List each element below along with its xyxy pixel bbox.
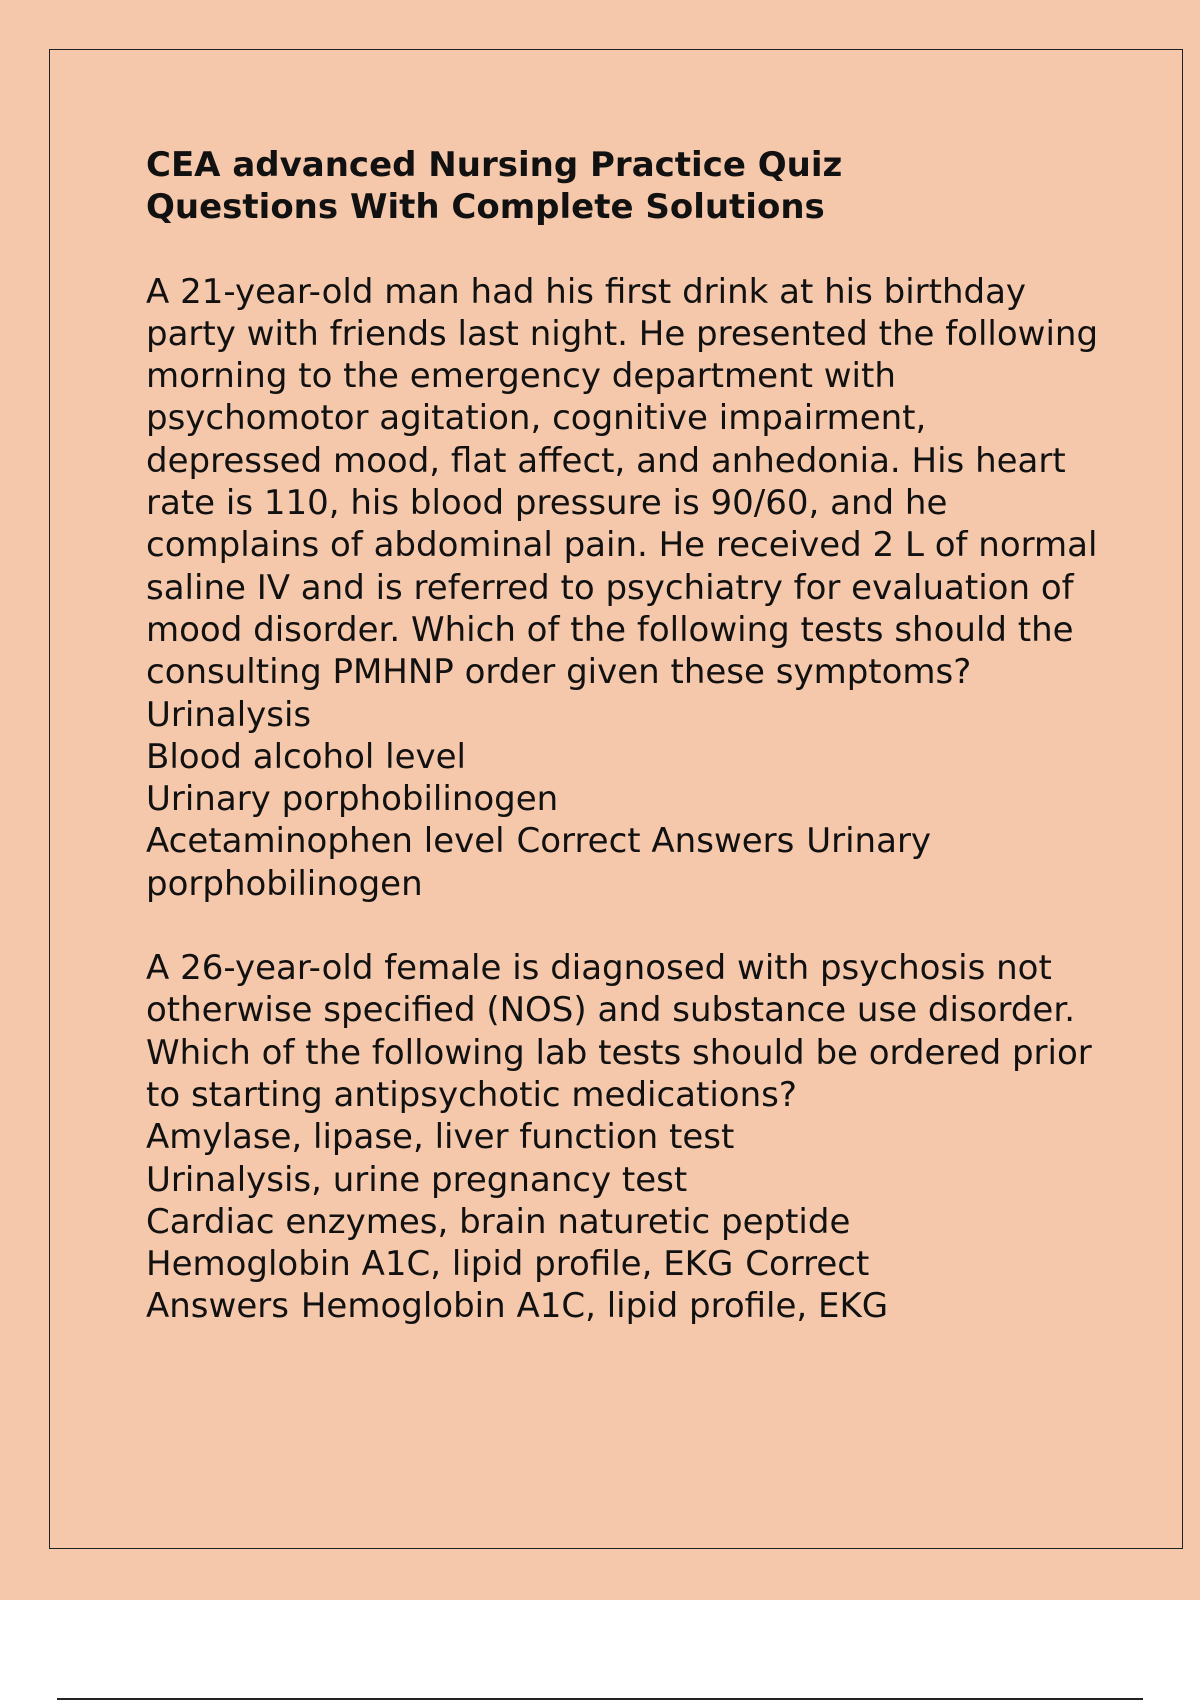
question-2-answer: Hemoglobin A1C, lipid profile, EKG — [300, 1286, 889, 1327]
question-2-option-1: Amylase, lipase, liver function test — [146, 1117, 735, 1158]
document-content — [146, 144, 1106, 1370]
question-1-answer-label: Correct Answers — [516, 821, 795, 862]
question-1-option-4-and-answer — [146, 820, 1106, 905]
question-2-text: A 26-year-old female is diagnosed with psychosis not otherwise specified (NOS) and substance use disorder. Which of the following lab tests should be ordered prior to starting antipsychotic medications? — [146, 948, 1092, 1115]
question-1-text: A 21-year-old man had his first drink at his birthday party with friends last night. He presented the following morning to the emergency department with psychomotor agitation, cognitive impairment, depressed mood, flat affect, and anhedonia. His heart rate is 110, his blood pressure is 90/60, and he complains of abdominal pain. He received 2 L of normal saline IV and is referred to psychiatry for evaluation of mood disorder. Which of the following tests should the consulting PMHNP order given these symptoms? — [146, 271, 1099, 693]
question-1-answer: Urinary porphobilinogen — [146, 821, 932, 904]
question-2-option-3: Cardiac enzymes, brain naturetic peptide — [146, 1201, 851, 1242]
question-2-answer-label: Correct Answers — [146, 1244, 870, 1327]
question-2-option-4-and-answer — [146, 1243, 1106, 1328]
document-title: CEA advanced Nursing Practice Quiz Questions With Complete Solutions — [146, 145, 843, 228]
question-1-options — [146, 694, 1106, 905]
question-1 — [146, 271, 1106, 905]
question-1-option-1: Urinalysis — [146, 694, 312, 735]
question-2-option-2: Urinalysis, urine pregnancy test — [146, 1159, 688, 1200]
question-1-option-4: Acetaminophen level — [146, 821, 505, 862]
question-2 — [146, 947, 1106, 1328]
question-1-option-2: Blood alcohol level — [146, 736, 466, 777]
question-2-options — [146, 1116, 1106, 1327]
question-1-option-3: Urinary porphobilinogen — [146, 779, 559, 820]
question-2-option-4: Hemoglobin A1C, lipid profile, EKG — [146, 1244, 734, 1285]
